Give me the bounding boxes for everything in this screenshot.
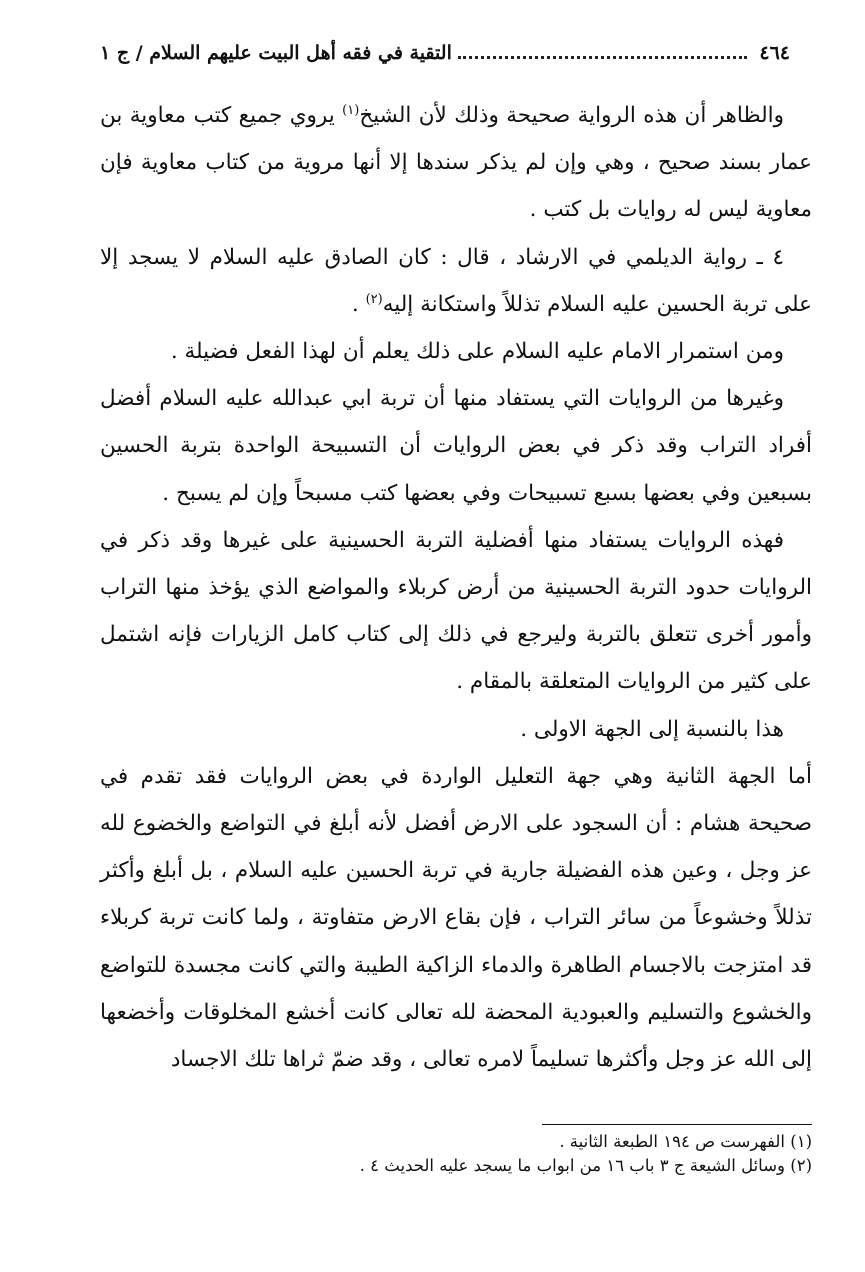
- running-header: [100, 36, 790, 70]
- paragraph: ومن استمرار الامام عليه السلام على ذلك يعلم أن لهذا الفعل فضيلة .: [170, 339, 784, 365]
- paragraph: ٤ ـ رواية الديلمي في الارشاد ، قال : كان الصادق عليه السلام لا يسجد إلا على تربة الحسين عليه السلام تذللاً واستكانة إليه$^{(٢)}$ .: [100, 244, 812, 317]
- paragraph: أما الجهة الثانية وهي جهة التعليل الواردة في بعض الروايات فقد تقدم في صحيحة هشام : أن السجود على الارض أفضل لأنه أبلغ في التواضع والخضوع لله عز وجل ، وعين هذه الفضيلة جارية في تربة الحسين عليه السلام ، بل أبلغ وأكثر تذللاً وخشوعاً من سائر التراب ، فإن بقاع الارض متفاوتة ، ولما كانت تربة كربلاء قد امتزجت بالاجسام الطاهرة والدماء الزاكية الطيبة والتي كانت مجسدة للتواضع والخشوع والتسليم والعبودية المحضة لله تعالى كانت أخشع المخلوقات وأخضعها إلى الله عز وجل وأكثرها تسليماً لامره تعالى ، وقد ضمّ ثراها تلك الاجساد: [100, 763, 812, 1073]
- paragraph: فهذه الروايات يستفاد منها أفضلية التربة الحسينية على غيرها وقد ذكر في الروايات حدود التربة الحسينية من أرض كربلاء والمواضع الذي يؤخذ منها التراب وأمور أخرى تتعلق بالتربة وليرجع في ذلك إلى كتاب كامل الزيارات فإنه اشتمل على كثير من الروايات المتعلقة بالمقام .: [100, 527, 812, 695]
- page-number: ٤٦٤: [759, 42, 790, 64]
- footnote-divider: [542, 1124, 812, 1125]
- footnote-item: (١) الفهرست ص ١٩٤ الطبعة الثانية .: [559, 1132, 812, 1151]
- paragraph: هذا بالنسبة إلى الجهة الاولى .: [520, 716, 784, 742]
- footnotes: [100, 1130, 812, 1178]
- paragraph: والظاهر أن هذه الرواية صحيحة وذلك لأن الشيخ$^{(١)}$ يروي جميع كتب معاوية بن عمار بسند صحيح ، وهي وإن لم يذكر سندها إلا أنها مروية من كتاب معاوية فإن معاوية ليس له روايات بل كتب .: [100, 102, 812, 223]
- main-text: [100, 92, 812, 1083]
- running-title: التقية في فقه أهل البيت عليهم السلام / ج ١: [100, 42, 452, 64]
- paragraph: وغيرها من الروايات التي يستفاد منها أن تربة ابي عبدالله عليه السلام أفضل أفراد التراب وقد ذكر في بعض الروايات أن التسبيحة الواحدة بتربة الحسين بسبعين وفي بعضها بسبع تسبيحات وفي بعضها كتب مسبحاً وإن لم يسبح .: [100, 386, 812, 506]
- footnote-ref[interactable]: (١): [342, 102, 360, 118]
- footnote-ref[interactable]: (٢): [365, 291, 383, 307]
- header-dot-leader: [458, 56, 748, 59]
- footnote-item: (٢) وسائل الشيعة ج ٣ باب ١٦ من ابواب ما يسجد عليه الحديث ٤ .: [359, 1156, 812, 1175]
